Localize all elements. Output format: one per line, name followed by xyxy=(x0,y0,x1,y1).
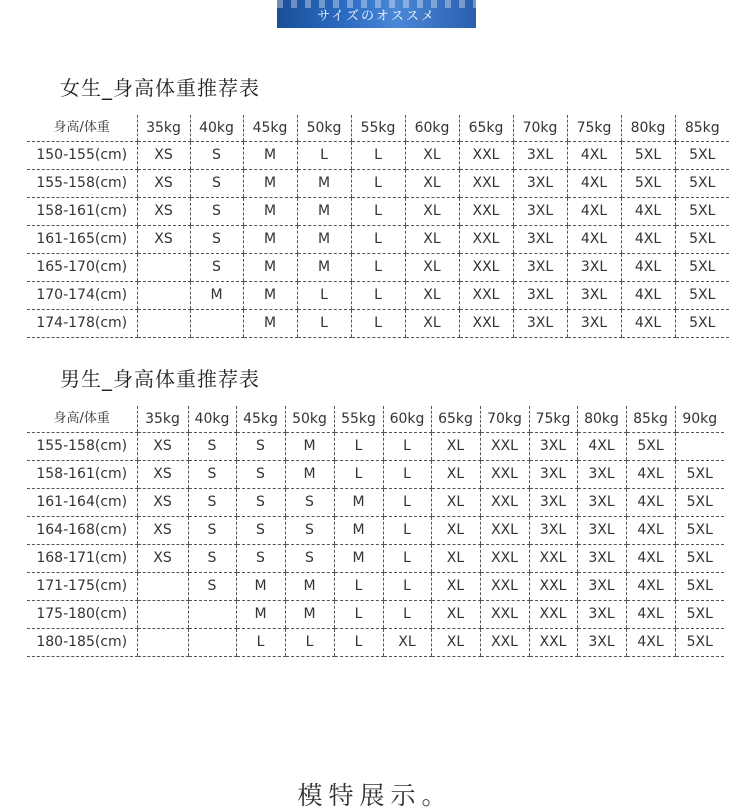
height-label: 164-168(cm) xyxy=(27,517,137,545)
model-display-heading: 模特展示。 xyxy=(297,781,453,810)
size-cell: XXL xyxy=(480,489,529,517)
size-cell: L xyxy=(297,282,351,310)
size-cell: S xyxy=(188,545,236,573)
weight-header: 40kg xyxy=(188,406,236,433)
weight-header: 70kg xyxy=(480,406,529,433)
size-cell: L xyxy=(351,142,405,170)
size-cell: L xyxy=(334,433,383,461)
weight-header: 35kg xyxy=(137,406,188,433)
size-cell: XL xyxy=(405,170,459,198)
height-label: 161-165(cm) xyxy=(27,226,137,254)
weight-header: 80kg xyxy=(621,115,675,142)
size-cell: L xyxy=(383,573,431,601)
size-cell xyxy=(137,254,190,282)
size-cell: L xyxy=(383,433,431,461)
size-cell: M xyxy=(243,226,297,254)
size-cell: 5XL xyxy=(675,517,724,545)
size-cell: 4XL xyxy=(567,170,621,198)
size-cell xyxy=(137,310,190,338)
table-row xyxy=(27,601,724,629)
size-cell: L xyxy=(351,198,405,226)
table-row xyxy=(27,226,729,254)
header-banner xyxy=(277,0,476,28)
size-cell: M xyxy=(334,545,383,573)
table-row xyxy=(27,282,729,310)
height-label: 161-164(cm) xyxy=(27,489,137,517)
header-row xyxy=(27,115,729,142)
male-table-title: 男生_身高体重推荐表 xyxy=(60,367,260,391)
size-cell: 4XL xyxy=(626,629,675,657)
size-cell: 5XL xyxy=(675,282,729,310)
size-cell: 5XL xyxy=(675,310,729,338)
size-cell: 5XL xyxy=(675,573,724,601)
size-cell: 4XL xyxy=(567,198,621,226)
size-cell: XS xyxy=(137,142,190,170)
header-cell: 身高/体重 xyxy=(27,115,137,142)
size-cell: S xyxy=(188,433,236,461)
size-cell: 5XL xyxy=(675,142,729,170)
weight-header: 45kg xyxy=(243,115,297,142)
size-cell: M xyxy=(285,433,334,461)
size-cell: 5XL xyxy=(675,198,729,226)
banner-subtitle: サイズのオススメ xyxy=(317,9,436,24)
height-label: 174-178(cm) xyxy=(27,310,137,338)
size-cell: 4XL xyxy=(626,461,675,489)
size-cell: M xyxy=(243,198,297,226)
weight-header: 65kg xyxy=(459,115,513,142)
size-cell xyxy=(137,629,188,657)
size-cell: XS xyxy=(137,517,188,545)
size-cell: S xyxy=(190,254,243,282)
height-label: 171-175(cm) xyxy=(27,573,137,601)
table-row xyxy=(27,517,724,545)
header-row xyxy=(27,406,724,433)
size-cell: M xyxy=(243,310,297,338)
size-cell: S xyxy=(236,545,285,573)
size-cell: 3XL xyxy=(513,226,567,254)
size-cell: XL xyxy=(431,461,480,489)
size-cell: 3XL xyxy=(577,629,626,657)
size-cell: XXL xyxy=(459,142,513,170)
size-cell: L xyxy=(334,601,383,629)
weight-header: 90kg xyxy=(675,406,724,433)
size-cell: XL xyxy=(431,601,480,629)
size-cell: 3XL xyxy=(529,517,577,545)
size-cell: 4XL xyxy=(626,517,675,545)
size-cell: M xyxy=(297,226,351,254)
size-cell: S xyxy=(236,461,285,489)
size-cell: XS xyxy=(137,545,188,573)
size-cell: L xyxy=(334,573,383,601)
height-label: 170-174(cm) xyxy=(27,282,137,310)
size-cell: XXL xyxy=(459,170,513,198)
size-cell: XXL xyxy=(480,461,529,489)
size-cell: XL xyxy=(405,142,459,170)
size-cell: 3XL xyxy=(577,517,626,545)
size-cell: L xyxy=(297,310,351,338)
size-cell: L xyxy=(297,142,351,170)
height-label: 175-180(cm) xyxy=(27,601,137,629)
size-cell: 4XL xyxy=(567,226,621,254)
size-cell: 4XL xyxy=(621,282,675,310)
size-cell: 5XL xyxy=(675,489,724,517)
size-cell: M xyxy=(190,282,243,310)
size-cell: 4XL xyxy=(567,142,621,170)
size-cell: S xyxy=(236,489,285,517)
size-cell: 3XL xyxy=(567,254,621,282)
size-cell: M xyxy=(297,254,351,282)
size-cell: 4XL xyxy=(621,254,675,282)
size-cell: L xyxy=(351,170,405,198)
size-cell: XXL xyxy=(480,601,529,629)
size-cell: S xyxy=(188,573,236,601)
female-table-title: 女生_身高体重推荐表 xyxy=(60,76,260,100)
size-cell: 5XL xyxy=(675,226,729,254)
height-label: 158-161(cm) xyxy=(27,461,137,489)
size-cell: L xyxy=(351,310,405,338)
size-cell: XL xyxy=(431,629,480,657)
size-cell: L xyxy=(351,282,405,310)
size-cell: XL xyxy=(405,198,459,226)
size-cell: XL xyxy=(431,573,480,601)
size-cell: 3XL xyxy=(513,282,567,310)
size-cell: M xyxy=(334,489,383,517)
size-cell: XXL xyxy=(459,310,513,338)
table-row xyxy=(27,310,729,338)
size-cell: S xyxy=(190,198,243,226)
size-cell: 5XL xyxy=(675,461,724,489)
size-cell: L xyxy=(334,629,383,657)
size-cell: 3XL xyxy=(513,142,567,170)
size-cell: L xyxy=(383,461,431,489)
weight-header: 35kg xyxy=(137,115,190,142)
size-cell: 5XL xyxy=(675,545,724,573)
table-row xyxy=(27,433,724,461)
size-cell: XXL xyxy=(459,198,513,226)
weight-header: 85kg xyxy=(675,115,729,142)
size-cell: 4XL xyxy=(621,310,675,338)
size-cell xyxy=(137,601,188,629)
table-row xyxy=(27,461,724,489)
size-cell: 5XL xyxy=(675,629,724,657)
size-cell: L xyxy=(285,629,334,657)
size-cell: L xyxy=(383,489,431,517)
size-cell: 3XL xyxy=(513,198,567,226)
size-cell: XXL xyxy=(459,254,513,282)
table-row xyxy=(27,629,724,657)
size-cell: S xyxy=(285,545,334,573)
size-cell: 3XL xyxy=(577,573,626,601)
height-label: 168-171(cm) xyxy=(27,545,137,573)
size-cell: S xyxy=(188,489,236,517)
size-cell: 3XL xyxy=(513,170,567,198)
size-cell: M xyxy=(236,601,285,629)
size-cell: M xyxy=(297,198,351,226)
size-cell: S xyxy=(190,226,243,254)
size-cell: XS xyxy=(137,489,188,517)
size-cell: S xyxy=(236,517,285,545)
weight-header: 50kg xyxy=(297,115,351,142)
size-cell: L xyxy=(236,629,285,657)
table-row xyxy=(27,142,729,170)
size-cell: M xyxy=(334,517,383,545)
size-cell: L xyxy=(351,226,405,254)
size-cell: 5XL xyxy=(675,170,729,198)
table-row xyxy=(27,489,724,517)
size-cell: XL xyxy=(405,226,459,254)
size-cell: M xyxy=(285,573,334,601)
size-cell: 5XL xyxy=(675,254,729,282)
size-cell xyxy=(137,573,188,601)
size-cell: M xyxy=(297,170,351,198)
size-cell: XXL xyxy=(480,573,529,601)
weight-header: 60kg xyxy=(405,115,459,142)
table-row xyxy=(27,170,729,198)
size-cell xyxy=(137,282,190,310)
size-cell: L xyxy=(383,601,431,629)
size-cell: XXL xyxy=(480,545,529,573)
size-cell xyxy=(188,629,236,657)
size-cell: S xyxy=(190,142,243,170)
size-cell: 3XL xyxy=(529,433,577,461)
size-cell: M xyxy=(285,461,334,489)
header-cell: 身高/体重 xyxy=(27,406,137,433)
size-cell: 3XL xyxy=(577,461,626,489)
size-cell: 4XL xyxy=(626,601,675,629)
size-cell: XL xyxy=(431,545,480,573)
size-cell: 3XL xyxy=(529,489,577,517)
size-cell: M xyxy=(243,170,297,198)
size-cell: M xyxy=(236,573,285,601)
size-cell: XL xyxy=(405,310,459,338)
size-cell: 3XL xyxy=(513,254,567,282)
size-cell: M xyxy=(243,142,297,170)
size-cell: XL xyxy=(383,629,431,657)
weight-header: 75kg xyxy=(567,115,621,142)
weight-header: 80kg xyxy=(577,406,626,433)
size-cell: XS xyxy=(137,198,190,226)
height-label: 155-158(cm) xyxy=(27,170,137,198)
size-cell: XXL xyxy=(459,282,513,310)
table-row xyxy=(27,573,724,601)
height-label: 165-170(cm) xyxy=(27,254,137,282)
size-cell: 4XL xyxy=(626,573,675,601)
size-cell: XL xyxy=(431,433,480,461)
weight-header: 75kg xyxy=(529,406,577,433)
size-cell: 4XL xyxy=(621,198,675,226)
size-cell: S xyxy=(188,517,236,545)
size-cell: S xyxy=(285,489,334,517)
size-cell: 5XL xyxy=(675,601,724,629)
size-cell: S xyxy=(285,517,334,545)
weight-header: 60kg xyxy=(383,406,431,433)
size-cell: 5XL xyxy=(621,170,675,198)
weight-header: 55kg xyxy=(351,115,405,142)
size-cell: XS xyxy=(137,226,190,254)
size-cell: 3XL xyxy=(513,310,567,338)
size-cell: 5XL xyxy=(626,433,675,461)
size-cell xyxy=(675,433,724,461)
size-cell: 3XL xyxy=(567,310,621,338)
size-cell xyxy=(190,310,243,338)
size-cell: M xyxy=(243,282,297,310)
male-size-table xyxy=(27,406,724,657)
size-cell: 4XL xyxy=(577,433,626,461)
weight-header: 55kg xyxy=(334,406,383,433)
height-label: 155-158(cm) xyxy=(27,433,137,461)
table-row xyxy=(27,545,724,573)
weight-header: 50kg xyxy=(285,406,334,433)
size-cell: S xyxy=(190,170,243,198)
size-cell: 4XL xyxy=(626,545,675,573)
size-cell: 3XL xyxy=(529,461,577,489)
weight-header: 85kg xyxy=(626,406,675,433)
size-cell: S xyxy=(188,461,236,489)
size-cell: XS xyxy=(137,170,190,198)
size-cell: XXL xyxy=(459,226,513,254)
height-label: 150-155(cm) xyxy=(27,142,137,170)
size-cell: M xyxy=(243,254,297,282)
size-cell: 3XL xyxy=(577,489,626,517)
size-cell: 3XL xyxy=(567,282,621,310)
weight-header: 65kg xyxy=(431,406,480,433)
size-cell: L xyxy=(383,517,431,545)
size-cell: XL xyxy=(431,489,480,517)
size-cell: XXL xyxy=(480,629,529,657)
size-cell: 3XL xyxy=(577,601,626,629)
size-cell: L xyxy=(351,254,405,282)
size-cell: XXL xyxy=(529,573,577,601)
weight-header: 45kg xyxy=(236,406,285,433)
table-row xyxy=(27,254,729,282)
table-row xyxy=(27,198,729,226)
size-cell: XS xyxy=(137,433,188,461)
size-cell: S xyxy=(236,433,285,461)
size-cell: XL xyxy=(405,254,459,282)
size-cell: XL xyxy=(405,282,459,310)
size-cell: XXL xyxy=(529,545,577,573)
size-cell: XXL xyxy=(529,601,577,629)
height-label: 158-161(cm) xyxy=(27,198,137,226)
size-cell: XXL xyxy=(529,629,577,657)
weight-header: 70kg xyxy=(513,115,567,142)
size-cell: L xyxy=(334,461,383,489)
size-cell: XS xyxy=(137,461,188,489)
height-label: 180-185(cm) xyxy=(27,629,137,657)
size-cell: 5XL xyxy=(621,142,675,170)
female-size-table xyxy=(27,115,729,338)
size-cell: XXL xyxy=(480,517,529,545)
size-cell: XL xyxy=(431,517,480,545)
size-cell: 4XL xyxy=(626,489,675,517)
size-cell: 4XL xyxy=(621,226,675,254)
size-cell xyxy=(188,601,236,629)
size-cell: L xyxy=(383,545,431,573)
size-cell: 3XL xyxy=(577,545,626,573)
size-cell: M xyxy=(285,601,334,629)
size-cell: XXL xyxy=(480,433,529,461)
weight-header: 40kg xyxy=(190,115,243,142)
